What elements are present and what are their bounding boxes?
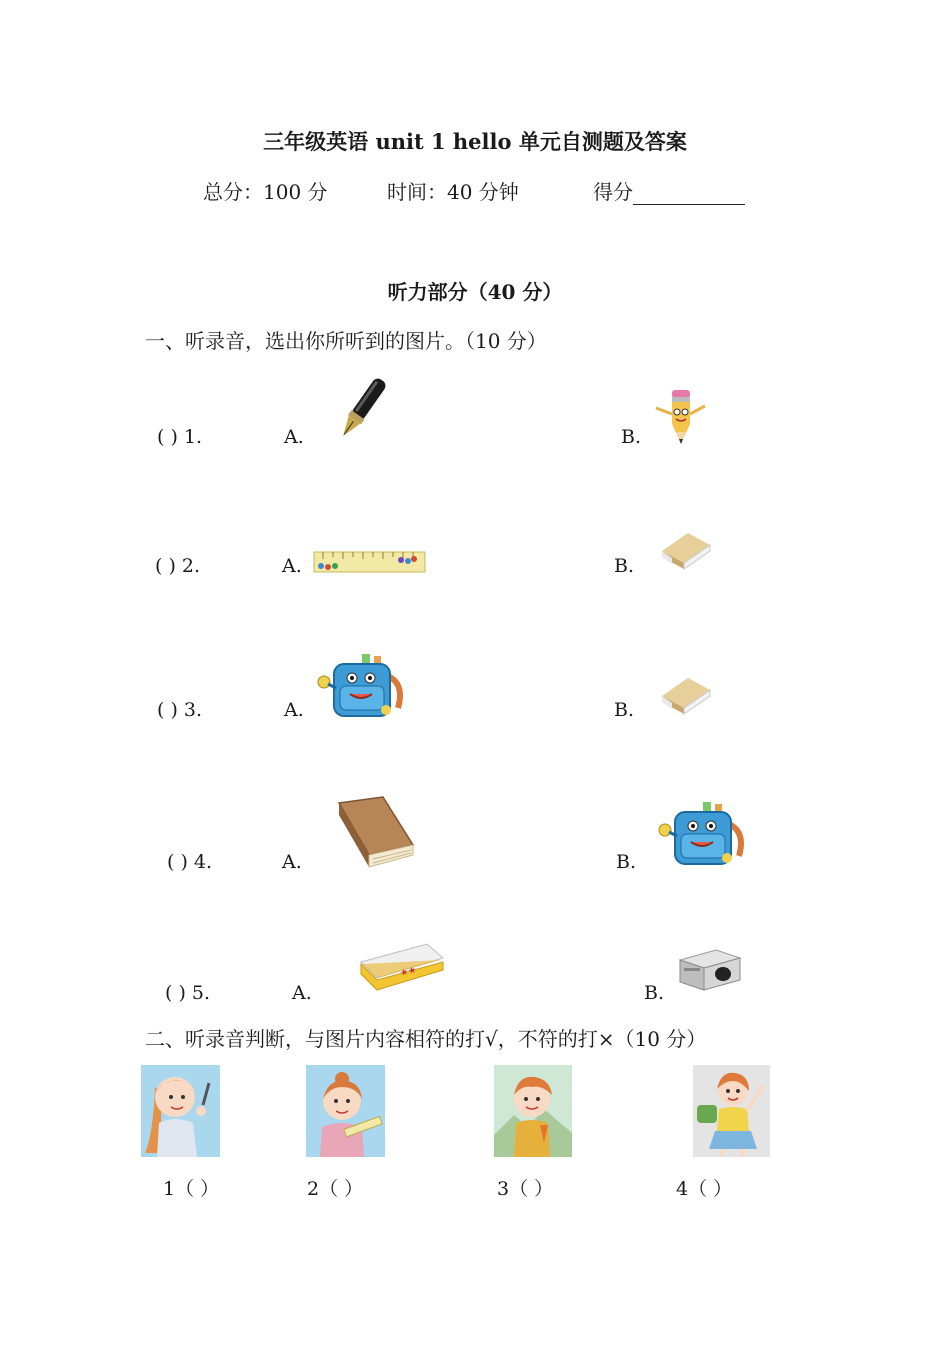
q5-option-b: B.: [644, 982, 665, 1004]
score-label: 得分: [593, 180, 633, 204]
judge-item-2[interactable]: 2（ ）: [307, 1178, 364, 1200]
q3-option-a: A.: [284, 699, 304, 721]
q4-number[interactable]: ( ) 4.: [167, 851, 213, 873]
q3-option-b: B.: [614, 699, 635, 721]
book-icon: [333, 793, 418, 873]
pencil-box-icon: [357, 940, 447, 992]
q2-option-a: A.: [282, 555, 302, 577]
boy-with-pencil-icon: [494, 1065, 572, 1157]
page-title: 三年级英语 unit 1 hello 单元自测题及答案: [263, 129, 687, 154]
eraser-icon: [658, 525, 713, 573]
svg-text:★★: ★★: [399, 965, 418, 979]
total-score: 总分：100 分: [203, 180, 328, 204]
eraser-icon: [658, 670, 713, 718]
schoolbag-icon: [655, 798, 751, 870]
q1-option-a: A.: [284, 426, 304, 448]
girl-with-bag-icon: [693, 1065, 770, 1157]
judge-item-4[interactable]: 4（ ）: [676, 1178, 733, 1200]
q1-option-b: B.: [621, 426, 642, 448]
sharpener-icon: [676, 944, 744, 994]
score-blank[interactable]: [633, 184, 745, 205]
girl-with-ruler-icon: [306, 1065, 385, 1157]
q3-number[interactable]: ( ) 3.: [157, 699, 203, 721]
score-field: [593, 176, 745, 205]
section-title: 听力部分（40 分）: [387, 280, 563, 304]
q5-number[interactable]: ( ) 5.: [165, 982, 211, 1004]
judge-item-3[interactable]: 3（ ）: [497, 1178, 554, 1200]
girl-with-pen-icon: [141, 1065, 220, 1157]
pen-icon: [335, 372, 390, 447]
judge-item-1[interactable]: 1（ ）: [163, 1178, 220, 1200]
q2-number[interactable]: ( ) 2.: [155, 555, 201, 577]
time-limit: 时间：40 分钟: [387, 180, 519, 204]
part1-instruction: 一、听录音，选出你所听到的图片。（10 分）: [145, 329, 547, 353]
q4-option-a: A.: [282, 851, 302, 873]
q2-option-b: B.: [614, 555, 635, 577]
part2-instruction: 二、听录音判断，与图片内容相符的打√，不符的打×（10 分）: [145, 1027, 707, 1051]
pencil-cartoon-icon: [650, 388, 710, 448]
ruler-icon: [313, 550, 426, 574]
q5-option-a: A.: [292, 982, 312, 1004]
schoolbag-icon: [314, 650, 410, 722]
q1-number[interactable]: ( ) 1.: [157, 426, 203, 448]
q4-option-b: B.: [616, 851, 637, 873]
